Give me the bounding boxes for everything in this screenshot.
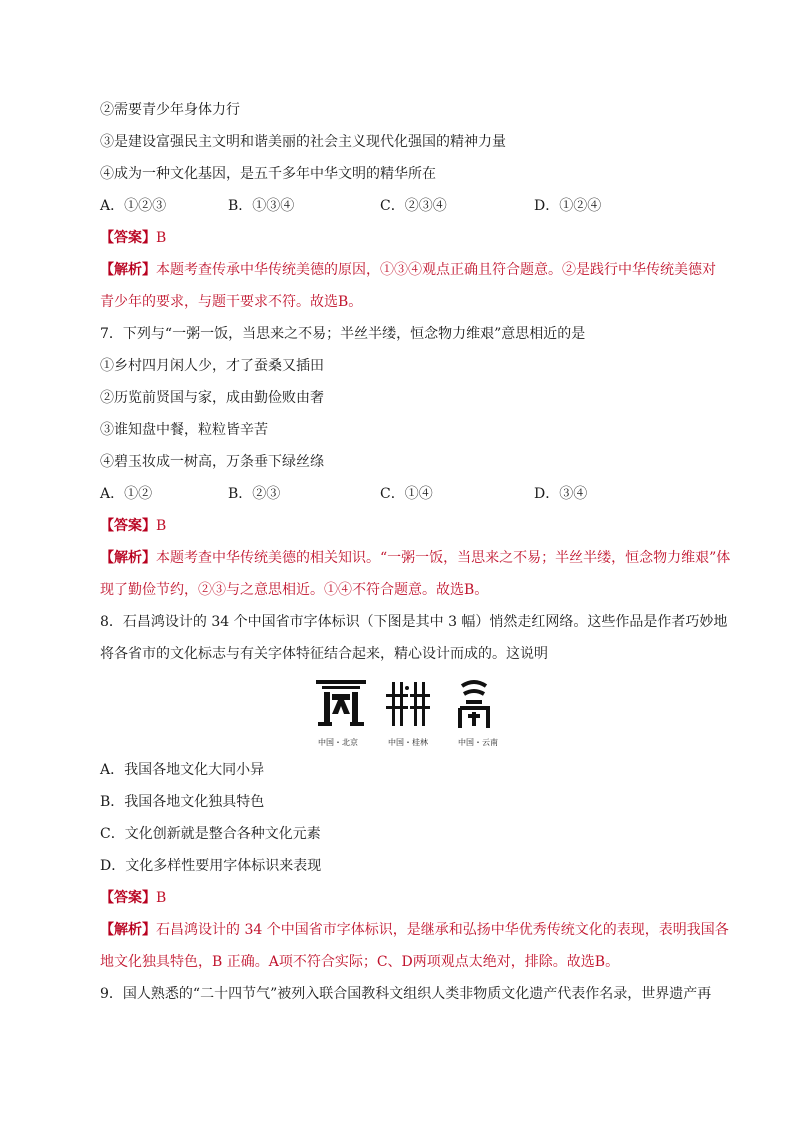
q8-option-b: B．我国各地文化独具特色 [100,794,265,810]
q7-options [100,484,660,504]
q8-stem-line-2: 将各省市的文化标志与有关字体特征结合起来，精心设计而成的。这说明 [100,646,548,662]
q6-item-2: ②需要青少年身体力行 [100,102,240,118]
q6-answer [100,228,166,248]
q7-stem: 7．下列与“一粥一饭，当思来之不易；半丝半缕，恒念物力维艰”意思相近的是 [100,326,586,342]
q6-analysis-line-1 [100,260,716,280]
q9-stem-line-1: 9．国人熟悉的“二十四节气”被列入联合国教科文组织人类非物质文化遗产代表作名录，世界遗产再 [100,986,712,1002]
font-logo-figure [314,676,504,746]
answer-label: 【答案】 [100,230,156,246]
q7-option-b: B．②③ [228,486,281,502]
q7-option-a: A．①② [100,486,153,502]
analysis-text: 地文化独具特色，B 正确。A项不符合实际；C、D两项观点太绝对，排除。故选B。 [100,954,620,970]
q6-item-4: ④成为一种文化基因，是五千多年中华文明的精华所在 [100,166,436,182]
q6-option-b: B．①③④ [228,198,295,214]
analysis-text: ①③④观点正确且符合题意。②是践行中华传统美德对 [380,262,716,278]
answer-value: B [156,518,167,534]
q6-option-d: D．①②④ [534,198,602,214]
analysis-text: 石昌鸿设计的 34 个中国省市字体标识，是继承和弘扬中华优秀传统文化的表现，表明我国各 [156,922,729,938]
q7-analysis-line-1 [100,548,730,568]
q7-item-3: ③谁知盘中餐，粒粒皆辛苦 [100,422,268,438]
q7-item-1: ①乡村四月闲人少，才了蚕桑又插田 [100,358,324,374]
beijing-logo [316,680,366,726]
q8-stem-line-1: 8．石昌鸿设计的 34 个中国省市字体标识（下图是其中 3 幅）悄然走红网络。这些作品是作者巧妙地 [100,614,728,630]
caption-yunnan: 中国・云南 [458,738,498,747]
analysis-text: 现了勤俭节约，②③与之意思相近。①④不符合题意。故选B。 [100,582,489,598]
answer-value: B [156,890,167,906]
analysis-text: 本题考查中华传统美德的相关知识。“一粥一饭，当思来之不易；半丝半缕，恒念物力维艰”体 [156,550,731,566]
q6-item-3: ③是建设富强民主文明和谐美丽的社会主义现代化强国的精神力量 [100,134,506,150]
analysis-label: 【解析】 [100,262,156,278]
q7-analysis-line-2 [100,580,488,600]
q7-option-d: D．③④ [534,486,588,502]
q8-option-d: D．文化多样性要用字体标识来表现 [100,858,322,874]
analysis-text: 本题考查传承中华传统美德的原因， [156,262,380,278]
font-logos-image [314,676,504,736]
q6-option-a: A．①②③ [100,198,167,214]
q6-option-c: C．②③④ [380,198,447,214]
q8-answer [100,888,166,908]
caption-guilin: 中国・桂林 [388,738,428,747]
answer-label: 【答案】 [100,890,156,906]
q8-option-c: C．文化创新就是整合各种文化元素 [100,826,321,842]
analysis-label: 【解析】 [100,922,156,938]
q6-analysis-line-2 [100,292,362,312]
guilin-logo [386,682,430,726]
q7-answer [100,516,166,536]
q8-analysis-line-2 [100,952,619,972]
yunnan-logo [460,682,488,728]
q8-analysis-line-1 [100,920,729,940]
q8-option-a: A．我国各地文化大同小异 [100,762,265,778]
answer-label: 【答案】 [100,518,156,534]
q7-item-2: ②历览前贤国与家，成由勤俭败由奢 [100,390,324,406]
q6-options [100,196,660,216]
analysis-text: 青少年的要求，与题干要求不符。故选B。 [100,294,363,310]
q7-option-c: C．①④ [380,486,433,502]
caption-beijing: 中国・北京 [318,738,358,747]
q7-item-4: ④碧玉妆成一树高，万条垂下绿丝绦 [100,454,324,470]
answer-value: B [156,230,167,246]
analysis-label: 【解析】 [100,550,156,566]
